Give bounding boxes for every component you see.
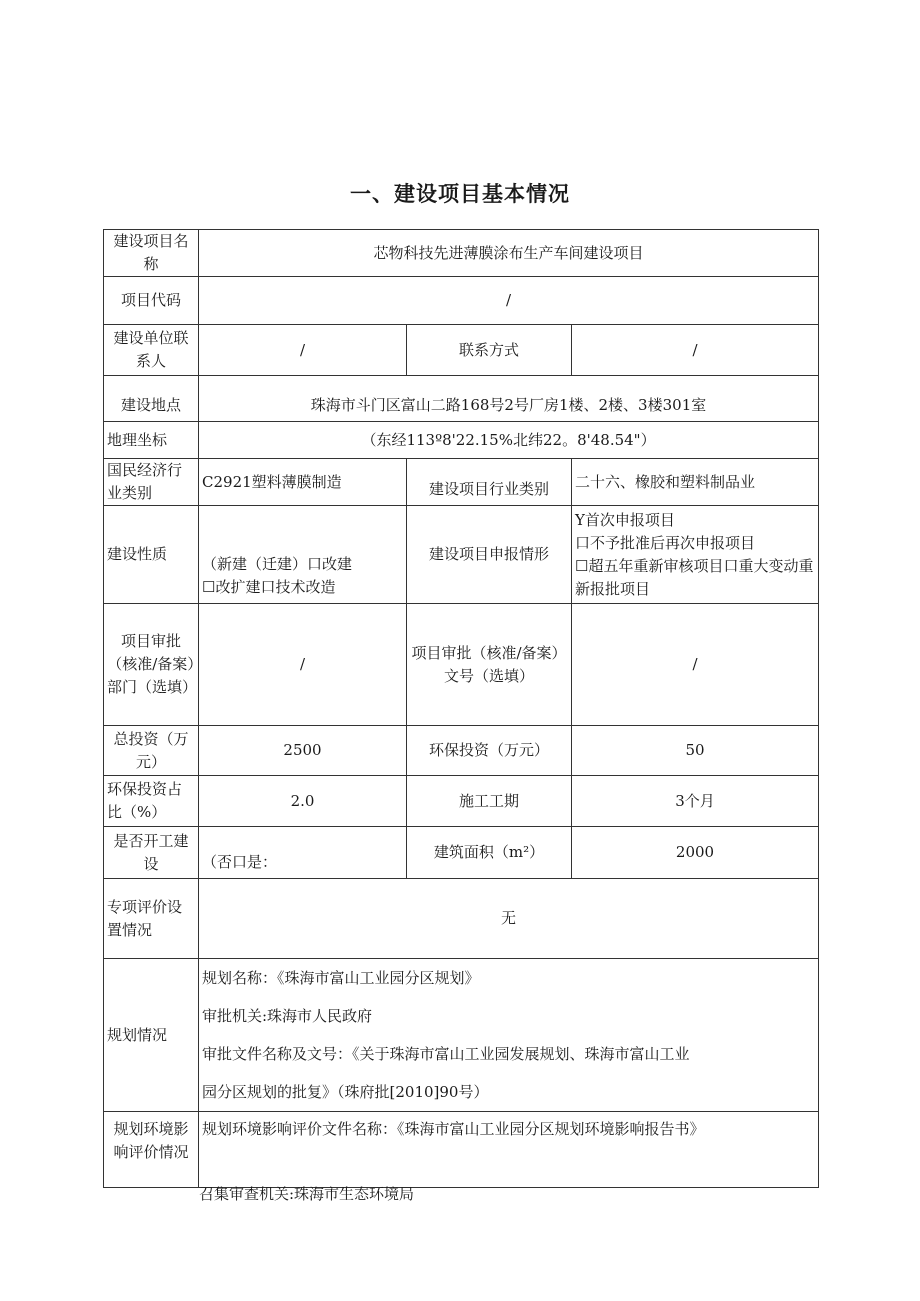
row-location (104, 376, 819, 422)
value-total-investment: 2500 (199, 726, 407, 776)
value-approval-dept: / (199, 604, 407, 726)
row-env-ratio (104, 776, 819, 827)
label-approval-dept: 项目审批（核准/备案）部门（选填） (104, 604, 199, 726)
value-coordinates: （东经113º8'22.15%北纬22。8'48.54"） (199, 422, 819, 459)
value-industry-category: 二十六、橡胶和塑料制品业 (572, 459, 819, 506)
label-project-name: 建设项目名称 (104, 230, 199, 277)
nature-line-2: ☐改扩建口技术改造 (202, 578, 336, 596)
label-project-code: 项目代码 (104, 277, 199, 325)
value-project-name: 芯物科技先进薄膜涂布生产车间建设项目 (199, 230, 819, 277)
planning-line-1: 规划名称：《珠海市富山工业园分区规划》 (202, 969, 480, 987)
row-coordinates (104, 422, 819, 459)
label-env-ratio: 环保投资占比（%） (104, 776, 199, 827)
label-env-investment: 环保投资（万元） (407, 726, 572, 776)
label-declaration: 建设项目申报情形 (407, 506, 572, 604)
declaration-line-3: ☐超五年重新审核项目口重大变动重新报批项目 (575, 556, 814, 598)
value-special-eval: 无 (199, 879, 819, 959)
value-env-ratio: 2.0 (199, 776, 407, 827)
declaration-line-1: Y首次申报项目 (575, 510, 675, 529)
row-nature (104, 506, 819, 604)
value-env-investment: 50 (572, 726, 819, 776)
value-planning-env: 规划环境影响评价文件名称：《珠海市富山工业园分区规划环境影响报告书》 (199, 1112, 819, 1188)
row-project-name (104, 230, 819, 277)
planning-line-4: 园分区规划的批复》（珠府批[2010]90号） (202, 1083, 489, 1101)
label-industry: 国民经济行业类别 (104, 459, 199, 506)
value-contact-method: / (572, 325, 819, 376)
declaration-line-2: 口不予批准后再次申报项目 (575, 533, 756, 552)
row-approval (104, 604, 819, 726)
label-nature: 建设性质 (104, 506, 199, 604)
label-floor-area: 建筑面积（m²） (407, 827, 572, 879)
label-started: 是否开工建设 (104, 827, 199, 879)
value-declaration (572, 506, 819, 604)
label-total-investment: 总投资（万元） (104, 726, 199, 776)
value-nature (199, 506, 407, 604)
value-planning (199, 959, 819, 1112)
row-planning (104, 959, 819, 1112)
review-authority: 召集审查机关:珠海市生态环境局 (199, 1185, 415, 1203)
planning-line-3: 审批文件名称及文号：《关于珠海市富山工业园发展规划、珠海市富山工业 (202, 1045, 690, 1063)
value-duration: 3个月 (572, 776, 819, 827)
label-approval-doc: 项目审批（核准/备案）文号（选填） (407, 604, 572, 726)
row-started (104, 827, 819, 879)
planning-line-2: 审批机关:珠海市人民政府 (202, 1007, 373, 1025)
row-contact (104, 325, 819, 376)
value-floor-area: 2000 (572, 827, 819, 879)
label-location: 建设地点 (104, 376, 199, 422)
row-planning-env (104, 1112, 819, 1188)
value-contact: / (199, 325, 407, 376)
label-contact-method: 联系方式 (407, 325, 572, 376)
label-coordinates: 地理坐标 (104, 422, 199, 459)
value-started: （否口是： (199, 827, 407, 879)
label-planning-env: 规划环境影响评价情况 (104, 1112, 199, 1188)
page-title: 一、建设项目基本情况 (350, 182, 570, 206)
label-industry-category: 建设项目行业类别 (407, 459, 572, 506)
row-investment (104, 726, 819, 776)
label-contact: 建设单位联系人 (104, 325, 199, 376)
value-industry: C2921塑料薄膜制造 (199, 459, 407, 506)
value-location: 珠海市斗门区富山二路168号2号厂房1楼、2楼、3楼301室 (199, 376, 819, 422)
nature-line-1: （新建（迁建）口改建 (202, 555, 353, 573)
label-planning: 规划情况 (104, 959, 199, 1112)
row-special-eval (104, 879, 819, 959)
row-industry (104, 459, 819, 506)
label-special-eval: 专项评价设置情况 (104, 879, 199, 959)
value-approval-doc: / (572, 604, 819, 726)
value-project-code: / (199, 277, 819, 325)
label-duration: 施工工期 (407, 776, 572, 827)
row-project-code (104, 277, 819, 325)
project-info-table (103, 229, 819, 1188)
